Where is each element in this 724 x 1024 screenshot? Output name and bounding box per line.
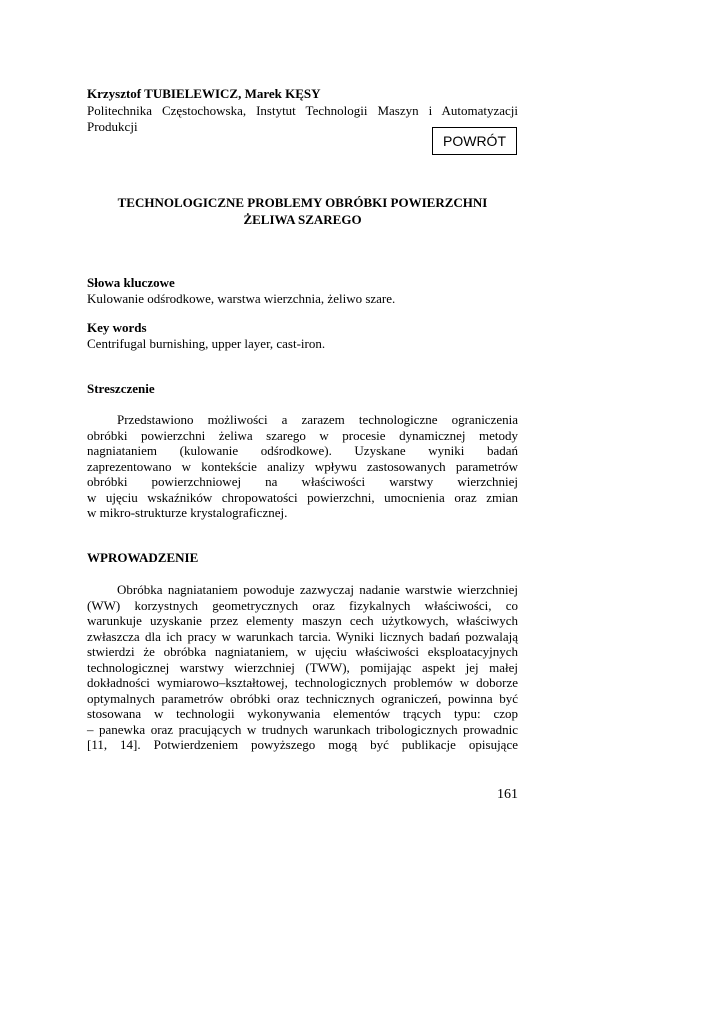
introduction-line: stosowana w technologii wykonywania elementów trących typu: czop — [87, 706, 518, 721]
keywords-en-heading: Key words — [87, 320, 147, 335]
title-line-1: TECHNOLOGICZNE PROBLEMY OBRÓBKI POWIERZCHNI — [117, 195, 488, 210]
introduction-heading: WPROWADZENIE — [87, 550, 199, 565]
introduction-line: zwłaszcza dla ich pracy w warunkach tarcia. Wyniki licznych badań pozwalają — [87, 628, 518, 644]
keywords-pl-heading: Słowa kluczowe — [87, 275, 175, 290]
introduction-line: – panewka oraz pracujących w trudnych warunkach tribologicznych prowadnic — [87, 721, 518, 737]
keywords-en-text: Centrifugal burnishing, upper layer, cast-iron. — [87, 335, 326, 351]
introduction-line: optymalnych parametrów obróbki oraz technicznych ograniczeń, powinna być — [87, 690, 518, 706]
keywords-pl-text: Kulowanie odśrodkowe, warstwa wierzchnia, żeliwo szare. — [87, 290, 396, 306]
abstract-line: w mikro-strukturze krystalograficznej. — [87, 505, 288, 520]
introduction-line: stwierdzi że obróbka nagniataniem, w ujęciu właściwości eksploatacyjnych — [87, 644, 518, 659]
back-button[interactable]: POWRÓT — [432, 127, 517, 155]
abstract-line: nagniataniem (kulowanie odśrodkowe). Uzyskane wyniki badań — [87, 443, 518, 458]
introduction-line: dokładności wymiarowo–kształtowej, technologicznych problemów w doborze — [87, 675, 518, 690]
abstract-line: obróbki powierzchniowej na właściwości warstwy wierzchniej — [87, 474, 518, 489]
introduction-line: Obróbka nagniataniem powoduje zazwyczaj nadanie warstwie wierzchniej — [117, 582, 518, 597]
abstract-line: Przedstawiono możliwości a zarazem technologiczne ograniczenia — [117, 412, 518, 427]
paper-title — [87, 194, 518, 228]
title-line-2: ŻELIWA SZAREGO — [243, 212, 362, 227]
introduction-line: technologicznej warstwy wierzchniej (TWW), pomijając aspekt jej małej — [87, 659, 518, 675]
keywords-pl — [87, 275, 518, 306]
abstract-body — [87, 412, 518, 521]
page-number: 161 — [497, 787, 518, 802]
affiliation: Politechnika Częstochowska, Instytut Technologii Maszyn i Automatyzacji Produkcji — [87, 103, 518, 134]
abstract-heading: Streszczenie — [87, 381, 155, 396]
abstract-line: obróbki powierzchni żeliwa szarego w procesie dynamicznej metody — [87, 427, 518, 443]
authors: Krzysztof TUBIELEWICZ, Marek KĘSY — [87, 86, 321, 101]
introduction-line: (WW) korzystnych geometrycznych oraz fizykalnych właściwości, co — [87, 597, 518, 613]
introduction-line: [11, 14]. Potwierdzeniem powyższego mogą być publikacje opisujące — [87, 737, 518, 752]
introduction-line: warunkuje uzyskanie przez elementy maszyn cech użytkowych, właściwych — [87, 613, 518, 628]
introduction-body — [87, 582, 518, 753]
abstract-line: zaprezentowano w kontekście analizy wpływu zastosowanych parametrów — [87, 458, 518, 474]
abstract-line: w ujęciu wskaźników chropowatości powierzchni, umocnienia oraz zmian — [87, 489, 518, 505]
keywords-en — [87, 320, 518, 351]
